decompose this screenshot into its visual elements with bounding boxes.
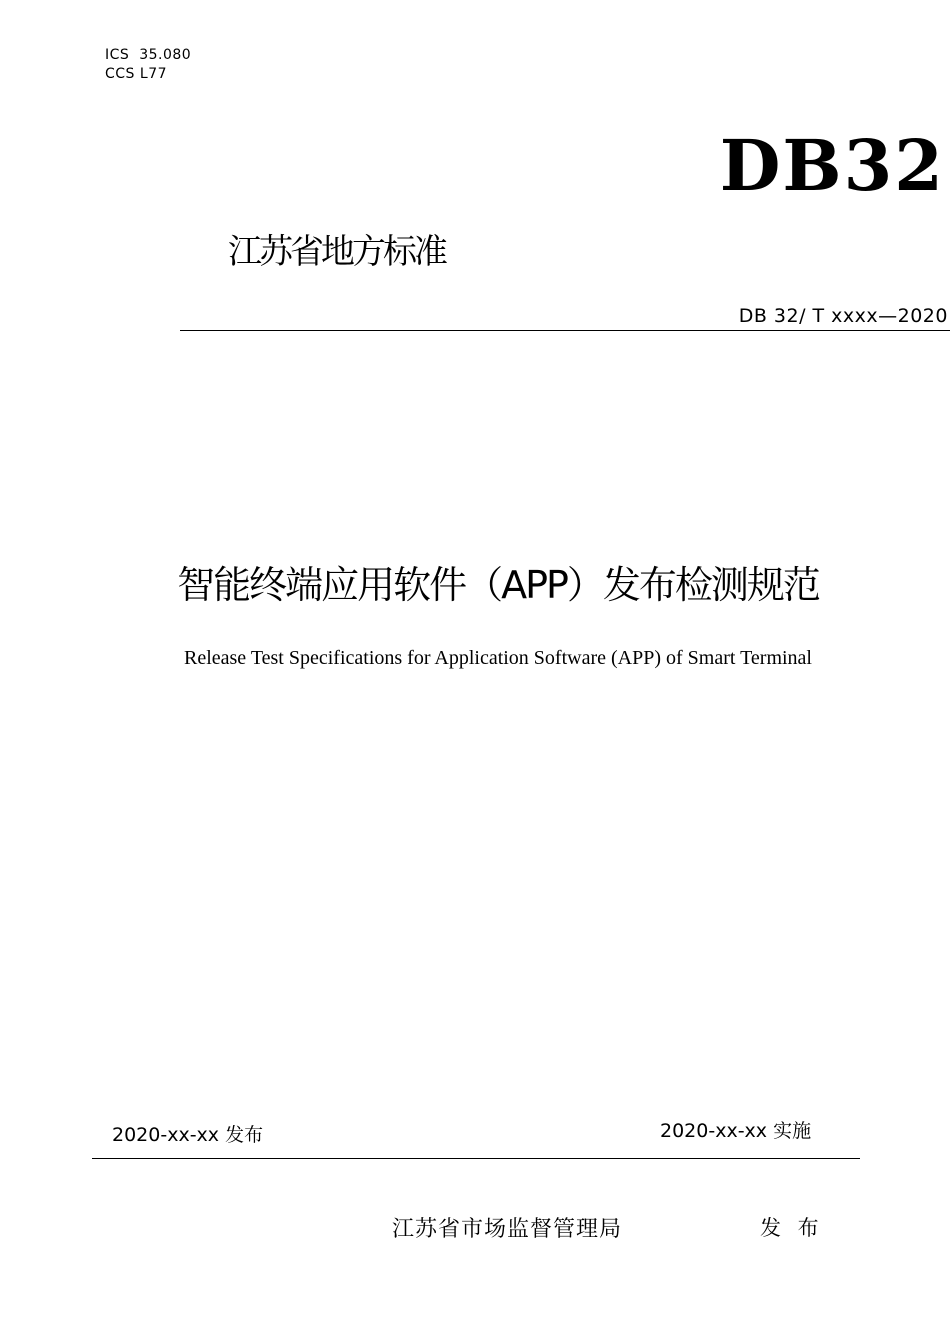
issue-date: 2020-xx-xx 发布 [112,1124,264,1146]
bottom-divider [92,1158,860,1159]
classification-codes [105,46,191,84]
top-divider [180,330,950,331]
issuing-authority: 江苏省市场监督管理局 [392,1217,623,1242]
issue-label: 发 布 [760,1216,824,1240]
standard-number: DB 32/ T xxxx—2020 [738,305,948,327]
document-title-chinese: 智能终端应用软件（APP）发布检测规范 [177,563,819,607]
implementation-date: 2020-xx-xx 实施 [660,1120,812,1142]
ics-code: ICS 35.080 [105,47,192,63]
document-title-english: Release Test Specifications for Application Software (APP) of Smart Terminal [184,647,812,669]
standard-type: 江苏省地方标准 [228,232,445,272]
standard-code-logo: DB32 [719,124,945,207]
ccs-code: CCS L77 [105,66,168,82]
